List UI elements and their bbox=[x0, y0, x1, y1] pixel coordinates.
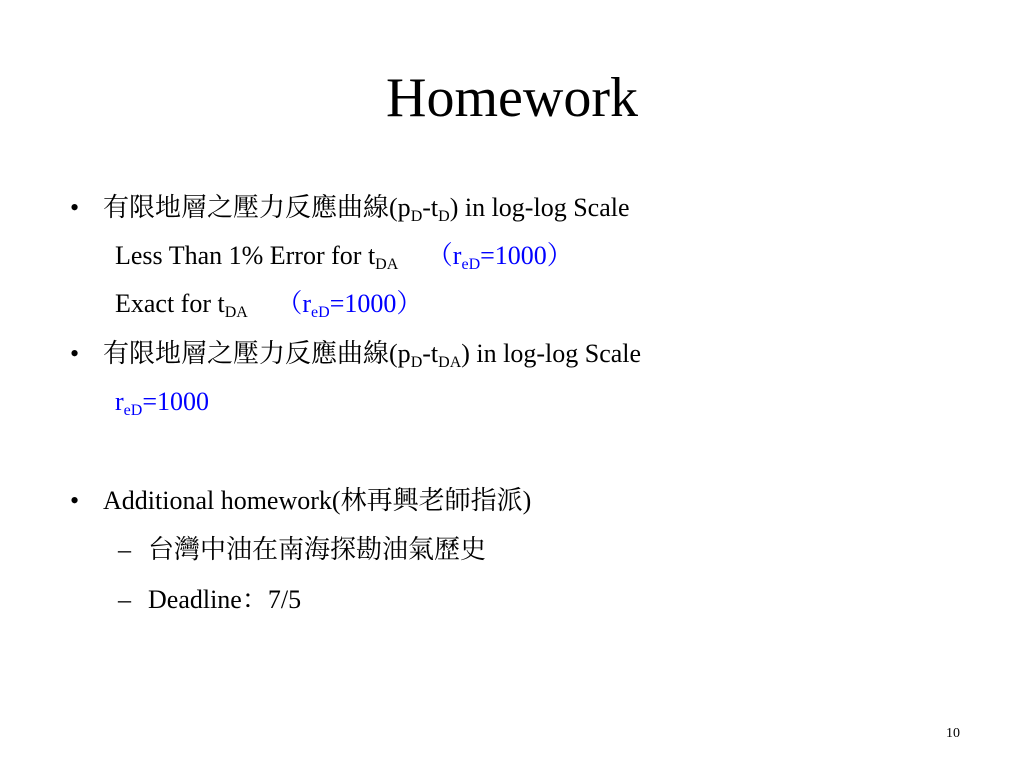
bullet-1-chinese: 有限地層之壓力反應曲線 bbox=[103, 193, 390, 222]
less-than-r: r bbox=[452, 241, 462, 270]
less-than-red-group bbox=[426, 241, 573, 273]
bullet-1-sub-d2: D bbox=[438, 208, 450, 225]
less-than-close: ） bbox=[546, 241, 573, 270]
exact-eq: =1000 bbox=[329, 289, 397, 318]
exact-red-group bbox=[276, 289, 423, 321]
exact-sub-ed: eD bbox=[311, 304, 330, 321]
bullet-1-text bbox=[103, 192, 630, 224]
red-value-sub-ed: eD bbox=[123, 402, 143, 419]
less-than-text: Less Than 1% Error for t bbox=[115, 241, 376, 270]
exact-close: ） bbox=[396, 289, 423, 318]
page-number: 10 bbox=[946, 726, 960, 741]
less-than-line bbox=[115, 240, 573, 272]
sub-bullet-1-marker: – bbox=[118, 535, 131, 564]
sub-bullet-2-marker: – bbox=[118, 585, 131, 614]
less-than-sub-ed: eD bbox=[461, 256, 481, 273]
bullet-2-sub-d: D bbox=[410, 354, 423, 371]
bullet-1-dash-t: -t bbox=[422, 193, 439, 222]
less-than-eq: =1000 bbox=[480, 241, 547, 270]
bullet-3-text: Additional homework(林再興老師指派) bbox=[103, 486, 532, 515]
sub-bullet-2-text: Deadline：7/5 bbox=[148, 585, 302, 614]
red-value-line bbox=[115, 386, 209, 418]
bullet-2-chinese: 有限地層之壓力反應曲線 bbox=[103, 339, 390, 368]
bullet-2-suffix: ) in log-log Scale bbox=[461, 339, 642, 368]
bullet-3-marker: • bbox=[70, 486, 80, 515]
bullet-1-p: (p bbox=[389, 193, 411, 222]
exact-text: Exact for t bbox=[115, 289, 225, 318]
bullet-2-sub-da: DA bbox=[438, 354, 462, 371]
bullet-2-p: (p bbox=[389, 339, 411, 368]
bullet-1-sub-d: D bbox=[410, 208, 423, 225]
bullet-2-marker: • bbox=[70, 339, 80, 368]
less-than-sub-da: DA bbox=[375, 256, 399, 273]
slide-title: Homework bbox=[386, 67, 638, 129]
exact-line bbox=[115, 288, 422, 320]
exact-r: r bbox=[302, 289, 312, 318]
exact-sub-da: DA bbox=[224, 304, 248, 321]
exact-open: （ bbox=[276, 289, 303, 318]
sub-bullet-1-text: 台灣中油在南海探勘油氣歷史 bbox=[148, 535, 487, 564]
red-value-eq: =1000 bbox=[142, 387, 209, 416]
bullet-1-suffix: ) in log-log Scale bbox=[449, 193, 630, 222]
bullet-2-dash-t: -t bbox=[422, 339, 439, 368]
red-value-r: r bbox=[115, 387, 124, 416]
bullet-1-marker: • bbox=[70, 193, 80, 222]
bullet-2-text bbox=[103, 338, 641, 370]
less-than-open: （ bbox=[426, 241, 453, 270]
